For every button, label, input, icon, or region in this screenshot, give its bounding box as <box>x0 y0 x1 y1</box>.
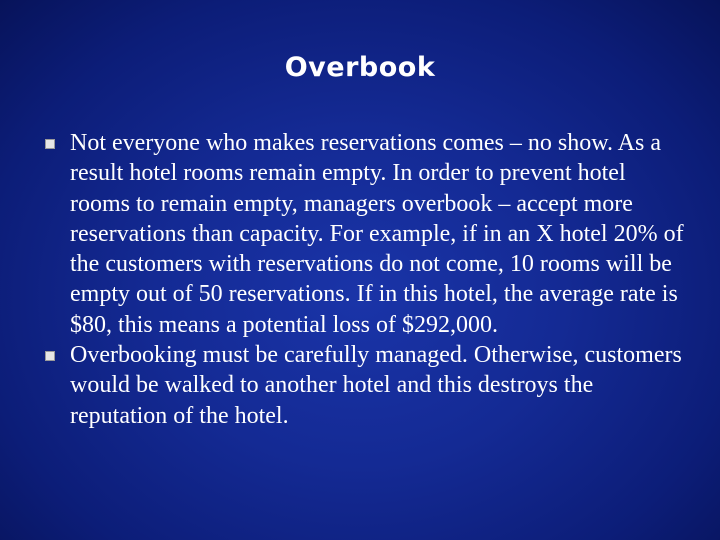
square-bullet-icon <box>45 139 55 149</box>
bullet-text: Overbooking must be carefully managed. Otherwise, customers would be walked to another hotel and this destroys the reputation of the hotel. <box>70 342 682 429</box>
bullet-item <box>44 128 684 340</box>
bullet-item <box>44 340 684 431</box>
square-bullet-icon <box>45 351 55 361</box>
slide-title: Overbook <box>284 52 436 83</box>
bullet-text: Not everyone who makes reservations comes – no show. As a result hotel rooms remain empty. In order to prevent hotel rooms to remain empty, managers overbook – accept more reservations than capacity. For example, if in an X hotel 20% of the customers with reservations do not come, 10 rooms will be empty out of 50 reservations. If in this hotel, the average rate is $80, this means a potential loss of $292,000. <box>70 130 684 338</box>
bullet-list <box>44 128 684 431</box>
